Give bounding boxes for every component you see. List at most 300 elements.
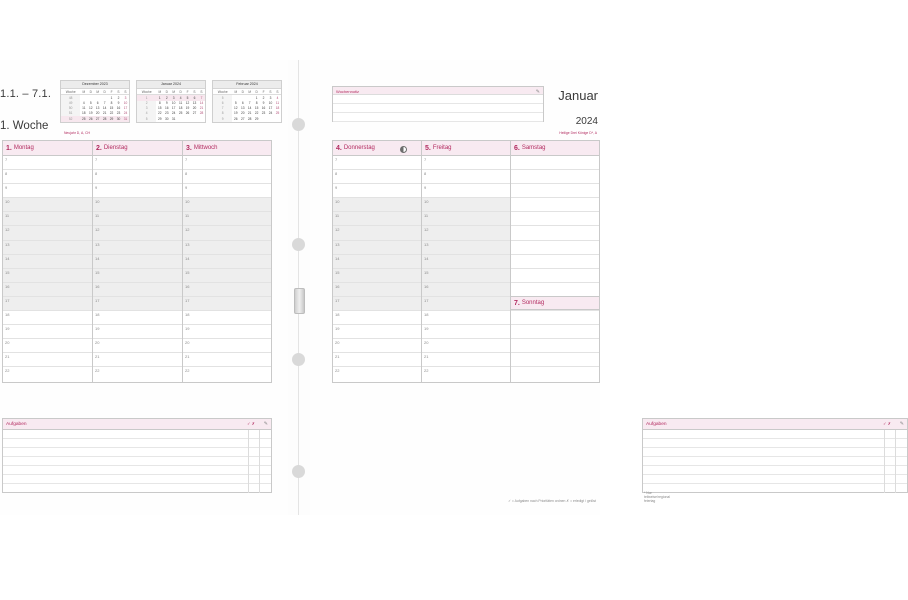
hour-row[interactable]: 7 — [333, 156, 421, 170]
day-note: Heilige Drei Könige D*, A — [559, 131, 597, 135]
hour-row[interactable]: 18 — [333, 311, 421, 325]
mini-weekday-header: M — [156, 89, 163, 95]
hour-row[interactable]: 19 — [422, 325, 510, 339]
task-box-header — [3, 419, 271, 430]
hour-row[interactable]: 10 — [3, 198, 92, 212]
task-row[interactable] — [3, 439, 271, 448]
hour-row[interactable]: 12 — [183, 226, 271, 240]
hour-row[interactable]: 17 — [422, 297, 510, 311]
mini-day: 27 — [240, 116, 245, 121]
hour-row[interactable]: 11 — [183, 212, 271, 226]
hour-row[interactable]: 21 — [422, 353, 510, 367]
mini-day: 4 — [177, 95, 184, 101]
hour-row[interactable] — [511, 170, 599, 184]
hour-row[interactable]: 14 — [93, 255, 182, 269]
day-header-sonntag — [511, 296, 599, 310]
mini-day: 14 — [102, 106, 107, 111]
pencil-icon: ✎ — [535, 88, 540, 95]
hour-list[interactable] — [183, 156, 271, 382]
hour-row[interactable]: 8 — [183, 170, 271, 184]
mini-day: 12 — [234, 106, 238, 111]
mini-day: 6 — [96, 100, 99, 105]
mini-day — [191, 116, 198, 121]
day-header — [333, 141, 421, 156]
task-box-left[interactable] — [2, 418, 272, 493]
hour-row[interactable] — [511, 241, 599, 255]
mini-day-sunday — [274, 116, 281, 121]
year-label: 2024 — [575, 116, 598, 127]
task-box-right[interactable] — [642, 418, 908, 493]
mini-day: 20 — [240, 111, 245, 116]
hour-row[interactable] — [511, 184, 599, 198]
mini-day: 13 — [95, 106, 100, 111]
mini-day: 31 — [171, 116, 176, 121]
mini-day: 30 — [116, 116, 121, 121]
mini-day: 26 — [234, 116, 238, 121]
hour-row[interactable] — [511, 226, 599, 240]
hour-row[interactable]: 16 — [183, 283, 271, 297]
hour-row[interactable]: 20 — [333, 339, 421, 353]
hour-row[interactable] — [511, 269, 599, 283]
hour-row[interactable]: 17 — [93, 297, 182, 311]
mini-week-number: 7 — [213, 106, 232, 111]
task-box-title: Aufgaben — [6, 421, 27, 427]
mini-day: 11 — [82, 106, 86, 111]
task-row[interactable] — [643, 475, 907, 484]
binder-clasp[interactable] — [294, 288, 305, 314]
mini-week-number: 52 — [61, 116, 80, 121]
mini-day: 22 — [158, 111, 162, 116]
day-column-samstag-sonntag[interactable] — [510, 131, 600, 383]
mini-day — [260, 116, 267, 121]
mini-day: 20 — [95, 111, 100, 116]
task-row[interactable] — [3, 466, 271, 475]
mini-day: 6 — [191, 95, 198, 101]
mini-weekday-header: Woche — [213, 89, 232, 95]
hour-list[interactable] — [93, 156, 182, 382]
hour-row[interactable]: 21 — [333, 353, 421, 367]
hour-row[interactable]: 13 — [183, 241, 271, 255]
hour-row[interactable]: 17 — [333, 297, 421, 311]
hour-row[interactable]: 15 — [183, 269, 271, 283]
mini-day: 24 — [171, 111, 176, 116]
mini-calendar-title: Januar 2024 — [137, 81, 205, 89]
mini-day: 24 — [268, 111, 273, 116]
hour-row[interactable]: 14 — [333, 255, 421, 269]
mini-day: 22 — [254, 111, 259, 116]
note-line[interactable] — [333, 113, 543, 122]
hour-row[interactable]: 22 — [95, 368, 100, 374]
mini-day: 10 — [268, 100, 273, 105]
mini-week-number: 4 — [137, 111, 156, 116]
mini-day: 12 — [88, 106, 93, 111]
hour-row[interactable]: 12 — [93, 226, 182, 240]
hour-row[interactable]: 9 — [183, 184, 271, 198]
mini-weekday-header: F — [108, 89, 115, 95]
hour-row[interactable]: 10 — [333, 198, 421, 212]
day-number: 2. — [96, 144, 102, 152]
hour-row[interactable]: 8 — [333, 170, 421, 184]
footnote-legend: ✓ = Aufgaben nach Prioritäten ordnen ✗ = erledigt / gelöst — [508, 499, 596, 503]
day-header — [93, 141, 182, 156]
mini-week-number: 48 — [61, 95, 80, 101]
hour-row[interactable]: 10 — [93, 198, 182, 212]
pencil-icon: ✎ — [899, 420, 904, 427]
hour-row[interactable]: 20 — [183, 339, 271, 353]
hour-row[interactable] — [511, 311, 599, 325]
mini-weekday-header: F — [184, 89, 191, 95]
hour-row[interactable]: 22 — [185, 368, 190, 374]
mini-day: 19 — [88, 111, 93, 116]
mini-week-number: 8 — [213, 111, 232, 116]
mini-day: 6 — [241, 100, 244, 105]
hour-row[interactable]: 14 — [422, 255, 510, 269]
binder-ring — [292, 353, 305, 366]
mini-day: 16 — [261, 106, 266, 111]
mini-day-sunday: 18 — [275, 106, 280, 111]
hour-row[interactable]: 20 — [3, 339, 92, 353]
task-row[interactable] — [3, 457, 271, 466]
hour-row[interactable]: 7 — [3, 156, 92, 170]
hour-row[interactable]: 20 — [93, 339, 182, 353]
mini-day-sunday: 7 — [198, 95, 205, 101]
hour-row[interactable]: 13 — [3, 241, 92, 255]
mini-day: 16 — [116, 106, 121, 111]
week-notes-caption — [333, 87, 543, 95]
mini-day — [177, 116, 184, 121]
mini-weekday-header: F — [260, 89, 267, 95]
mini-day: 2 — [117, 95, 120, 100]
hour-row[interactable]: 15 — [93, 269, 182, 283]
day-name: Samstag — [521, 145, 546, 151]
hour-row[interactable]: 9 — [422, 184, 510, 198]
day-number: 1. — [6, 144, 12, 152]
hour-row[interactable]: 8 — [3, 170, 92, 184]
left-page-header — [0, 88, 66, 132]
mini-week-number: 9 — [213, 116, 232, 121]
binder-ring — [292, 465, 305, 478]
week-label: 1. Woche — [0, 120, 49, 132]
hour-row[interactable]: 17 — [3, 297, 92, 311]
mini-day-sunday: 3 — [124, 95, 127, 100]
hour-row[interactable]: 19 — [333, 325, 421, 339]
mini-weekday-header: S — [267, 89, 274, 95]
mini-day: 21 — [102, 111, 107, 116]
mini-weekday-header: M — [246, 89, 253, 95]
mini-day: 30 — [164, 116, 169, 121]
mini-weekday-header: M — [80, 89, 87, 95]
mini-week-number: 5 — [137, 116, 156, 121]
task-row[interactable] — [3, 484, 271, 493]
mini-weekday-header: S — [115, 89, 122, 95]
mini-day-sunday: 28 — [199, 111, 204, 116]
mini-day: 10 — [171, 100, 176, 105]
task-row[interactable] — [643, 466, 907, 475]
hour-row[interactable]: 19 — [93, 325, 182, 339]
hour-list[interactable] — [422, 156, 510, 382]
mini-day: 11 — [178, 100, 183, 105]
hour-row[interactable]: 18 — [93, 311, 182, 325]
mini-day: 4 — [82, 100, 85, 105]
day-header — [183, 141, 271, 156]
hour-row[interactable]: 8 — [93, 170, 182, 184]
hour-row[interactable]: 9 — [93, 184, 182, 198]
hour-row[interactable]: 12 — [333, 226, 421, 240]
mini-day: 25 — [82, 116, 86, 121]
mini-week-number: 51 — [61, 111, 80, 116]
hour-row[interactable]: 15 — [333, 269, 421, 283]
mini-day-sunday: 14 — [199, 100, 204, 105]
hour-row[interactable]: 19 — [183, 325, 271, 339]
mini-day: 28 — [247, 116, 252, 121]
hour-row[interactable]: 11 — [93, 212, 182, 226]
hour-row[interactable]: 13 — [422, 241, 510, 255]
mini-day-sunday: 11 — [275, 100, 280, 105]
mini-day: 25 — [178, 111, 183, 116]
hour-row[interactable]: 21 — [183, 353, 271, 367]
mini-day-sunday: 21 — [199, 106, 204, 111]
hour-list[interactable] — [333, 156, 421, 382]
hour-row[interactable]: 22 — [424, 368, 429, 374]
hour-row[interactable] — [511, 339, 599, 353]
day-name: Montag — [13, 145, 34, 151]
hour-row[interactable] — [511, 353, 599, 367]
task-row[interactable] — [643, 457, 907, 466]
day-number: 7. — [514, 299, 520, 307]
hour-row[interactable]: 18 — [422, 311, 510, 325]
mini-day: 12 — [185, 100, 190, 105]
right-day-columns — [332, 131, 600, 383]
task-column-divider — [248, 430, 249, 493]
mini-day: 8 — [255, 100, 258, 105]
day-number: 6. — [514, 144, 520, 152]
mini-week-number: 1 — [137, 95, 156, 101]
hour-row[interactable]: 9 — [333, 184, 421, 198]
week-notes-box[interactable] — [332, 86, 544, 122]
mini-day: 26 — [185, 111, 190, 116]
task-row[interactable] — [3, 448, 271, 457]
task-row[interactable] — [3, 430, 271, 439]
mini-calendar-december — [60, 80, 130, 123]
mini-weekday-header: S — [191, 89, 198, 95]
day-note: Neujahr D, A, CH — [63, 131, 90, 135]
task-column-divider — [895, 430, 896, 493]
mini-weekday-header: D — [253, 89, 260, 95]
hour-row[interactable]: 22 — [335, 368, 340, 374]
hour-row[interactable] — [511, 156, 599, 170]
mini-calendar-title: Februar 2024 — [213, 81, 281, 89]
hour-row[interactable]: 12 — [3, 226, 92, 240]
left-day-columns — [2, 131, 272, 383]
hour-row[interactable]: 11 — [3, 212, 92, 226]
hour-row[interactable]: 21 — [93, 353, 182, 367]
day-name: Mittwoch — [193, 145, 218, 151]
hour-row[interactable]: 17 — [183, 297, 271, 311]
hour-row[interactable]: 15 — [422, 269, 510, 283]
task-box-body[interactable] — [3, 430, 271, 493]
hour-row[interactable] — [511, 283, 599, 297]
hour-list[interactable] — [511, 156, 599, 382]
mini-weekday-header: D — [101, 89, 108, 95]
date-range: 1.1. – 7.1. — [0, 88, 52, 100]
hour-row[interactable] — [511, 255, 599, 269]
mini-day-sunday: 17 — [123, 106, 128, 111]
mini-day: 14 — [247, 106, 252, 111]
hour-row[interactable]: 10 — [422, 198, 510, 212]
mini-weekday-header: D — [239, 89, 246, 95]
mini-weekday-header: M — [94, 89, 101, 95]
hour-row[interactable]: 16 — [93, 283, 182, 297]
mini-day: 15 — [158, 106, 162, 111]
mini-day: 15 — [254, 106, 259, 111]
day-header — [422, 141, 510, 156]
mini-day: 8 — [158, 100, 161, 105]
hour-row[interactable]: 7 — [93, 156, 182, 170]
binder-spine — [288, 60, 310, 515]
hour-row[interactable]: 19 — [3, 325, 92, 339]
day-name: Donnerstag — [343, 145, 375, 151]
hour-row[interactable]: 15 — [3, 269, 92, 283]
mini-day: 5 — [234, 100, 237, 105]
task-row[interactable] — [643, 484, 907, 493]
mini-day-sunday: 4 — [276, 95, 279, 100]
right-page — [310, 60, 904, 515]
hour-row[interactable]: 8 — [422, 170, 510, 184]
hour-row[interactable]: 16 — [422, 283, 510, 297]
hour-row[interactable]: 21 — [3, 353, 92, 367]
mini-day: 1 — [110, 95, 113, 100]
hour-row[interactable]: 18 — [183, 311, 271, 325]
task-column-divider — [259, 430, 260, 493]
task-box-body[interactable] — [643, 430, 907, 493]
mini-weekday-header: S — [122, 89, 129, 95]
hour-row[interactable] — [511, 212, 599, 226]
mini-calendars — [60, 80, 282, 123]
mini-day: 1 — [156, 95, 163, 101]
week-notes-lines[interactable] — [333, 95, 543, 122]
task-box-title: Aufgaben — [646, 421, 667, 427]
hour-row[interactable]: 11 — [333, 212, 421, 226]
mini-day-sunday: 10 — [123, 100, 128, 105]
mini-weekday-header: D — [87, 89, 94, 95]
hour-row[interactable]: 20 — [422, 339, 510, 353]
mini-weekday-header: M — [170, 89, 177, 95]
mini-calendar-title: Dezember 2023 — [61, 81, 129, 89]
mini-day-sunday: 24 — [123, 111, 128, 116]
hour-row[interactable]: 16 — [333, 283, 421, 297]
hour-row[interactable]: 13 — [93, 241, 182, 255]
day-header — [3, 141, 92, 156]
hour-row[interactable]: 10 — [183, 198, 271, 212]
moon-phase-icon — [400, 146, 407, 153]
hour-row[interactable]: 11 — [422, 212, 510, 226]
task-row[interactable] — [3, 475, 271, 484]
hour-row[interactable]: 18 — [3, 311, 92, 325]
mini-day: 3 — [170, 95, 177, 101]
hour-list[interactable] — [3, 156, 92, 382]
hour-row[interactable]: 7 — [422, 156, 510, 170]
mini-day: 13 — [240, 106, 245, 111]
hour-row[interactable]: 13 — [333, 241, 421, 255]
mini-day: 5 — [89, 100, 92, 105]
day-column-donnerstag[interactable] — [332, 140, 421, 383]
mini-day: 9 — [117, 100, 120, 105]
mini-calendar-january — [136, 80, 206, 123]
task-box-symbols: ✓ ✗ — [883, 420, 891, 426]
day-column-freitag[interactable] — [421, 140, 510, 383]
mini-day: 7 — [103, 100, 106, 105]
task-row[interactable] — [643, 448, 907, 457]
mini-day: 18 — [178, 106, 183, 111]
hour-row[interactable] — [511, 325, 599, 339]
mini-day: 27 — [95, 116, 100, 121]
mini-week-number: 50 — [61, 106, 80, 111]
task-row[interactable] — [643, 430, 907, 439]
mini-day: 16 — [164, 106, 169, 111]
mini-day — [267, 116, 274, 121]
mini-day: 13 — [192, 100, 197, 105]
binder-ring — [292, 118, 305, 131]
task-box-symbols: ✓ ✗ — [247, 420, 255, 426]
task-row[interactable] — [643, 439, 907, 448]
mini-day: 22 — [109, 111, 114, 116]
mini-day: 23 — [261, 111, 266, 116]
day-name: Dienstag — [103, 145, 128, 151]
day-column-dienstag[interactable] — [92, 140, 182, 383]
day-number: 5. — [425, 144, 431, 152]
mini-day: 8 — [110, 100, 113, 105]
day-column-montag[interactable] — [2, 131, 92, 383]
hour-row[interactable]: 14 — [183, 255, 271, 269]
mini-weekday-header: M — [232, 89, 239, 95]
week-notes-label: Wochennotiz — [336, 89, 360, 94]
hour-row[interactable]: 22 — [5, 368, 10, 374]
mini-weekday-header: Woche — [61, 89, 80, 95]
hour-row[interactable] — [511, 198, 599, 212]
mini-weekday-header: S — [274, 89, 281, 95]
mini-day: 9 — [262, 100, 265, 105]
mini-day: 21 — [247, 111, 252, 116]
mini-day: 29 — [158, 116, 162, 121]
mini-week-number: 49 — [61, 101, 80, 106]
hour-row[interactable]: 7 — [183, 156, 271, 170]
mini-day-sunday — [198, 116, 205, 121]
mini-day: 15 — [109, 106, 114, 111]
day-name: Freitag — [432, 145, 452, 151]
mini-day-sunday: 25 — [275, 111, 280, 116]
task-column-divider — [884, 430, 885, 493]
mini-day: 23 — [164, 111, 169, 116]
mini-day: 5 — [184, 95, 191, 101]
day-column-mittwoch[interactable] — [182, 140, 272, 383]
note-line[interactable] — [333, 104, 543, 113]
hour-row[interactable]: 16 — [3, 283, 92, 297]
day-number: 3. — [186, 144, 192, 152]
mini-day-sunday: 31 — [123, 116, 128, 121]
hour-row[interactable] — [511, 367, 599, 381]
mini-day: 27 — [192, 111, 197, 116]
mini-day: 7 — [248, 100, 251, 105]
mini-day: 19 — [185, 106, 190, 111]
hour-row[interactable]: 14 — [3, 255, 92, 269]
hour-row[interactable]: 12 — [422, 226, 510, 240]
hour-row[interactable]: 9 — [3, 184, 92, 198]
mini-day: 18 — [82, 111, 86, 116]
left-page — [0, 60, 288, 515]
mini-day: 19 — [234, 111, 238, 116]
note-line[interactable] — [333, 95, 543, 104]
mini-weekday-header: Woche — [137, 89, 156, 95]
